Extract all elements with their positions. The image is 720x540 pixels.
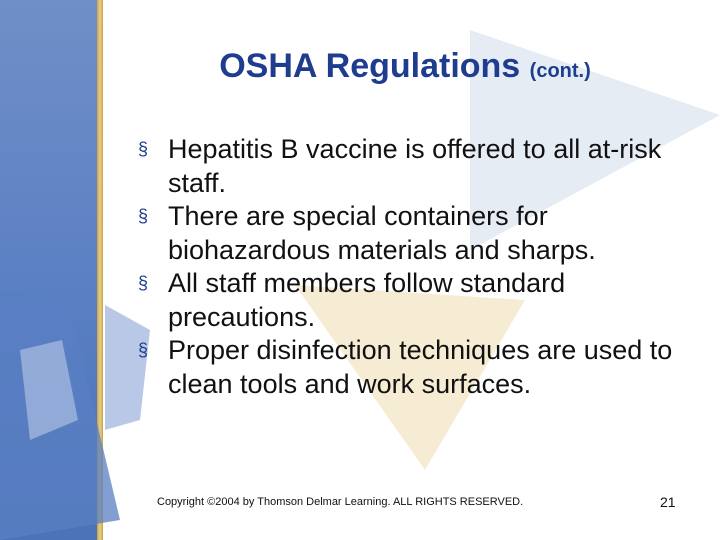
bullet-item xyxy=(138,133,708,200)
title-suffix: (cont.) xyxy=(529,60,591,82)
bullet-text: There are special containers for biohazardous materials and sharps. xyxy=(168,201,596,265)
bullet-text: All staff members follow standard precautions. xyxy=(168,268,566,332)
bullet-text: Hepatitis B vaccine is offered to all at-risk staff. xyxy=(168,134,662,198)
page-number: 21 xyxy=(660,494,676,510)
bullet-item xyxy=(138,334,708,401)
bullet-marker: § xyxy=(138,340,149,360)
bullet-marker: § xyxy=(138,139,149,159)
bullet-text: Proper disinfection techniques are used to clean tools and work surfaces. xyxy=(168,335,673,399)
bullet-item xyxy=(138,200,708,267)
title-main: OSHA Regulations xyxy=(219,47,521,85)
bullet-item xyxy=(138,267,708,334)
bullet-marker: § xyxy=(138,273,149,293)
slide-title xyxy=(0,47,720,86)
bullet-list xyxy=(138,133,708,401)
copyright-footer: Copyright ©2004 by Thomson Delmar Learning. ALL RIGHTS RESERVED. xyxy=(157,496,524,508)
bullet-marker: § xyxy=(138,206,149,226)
